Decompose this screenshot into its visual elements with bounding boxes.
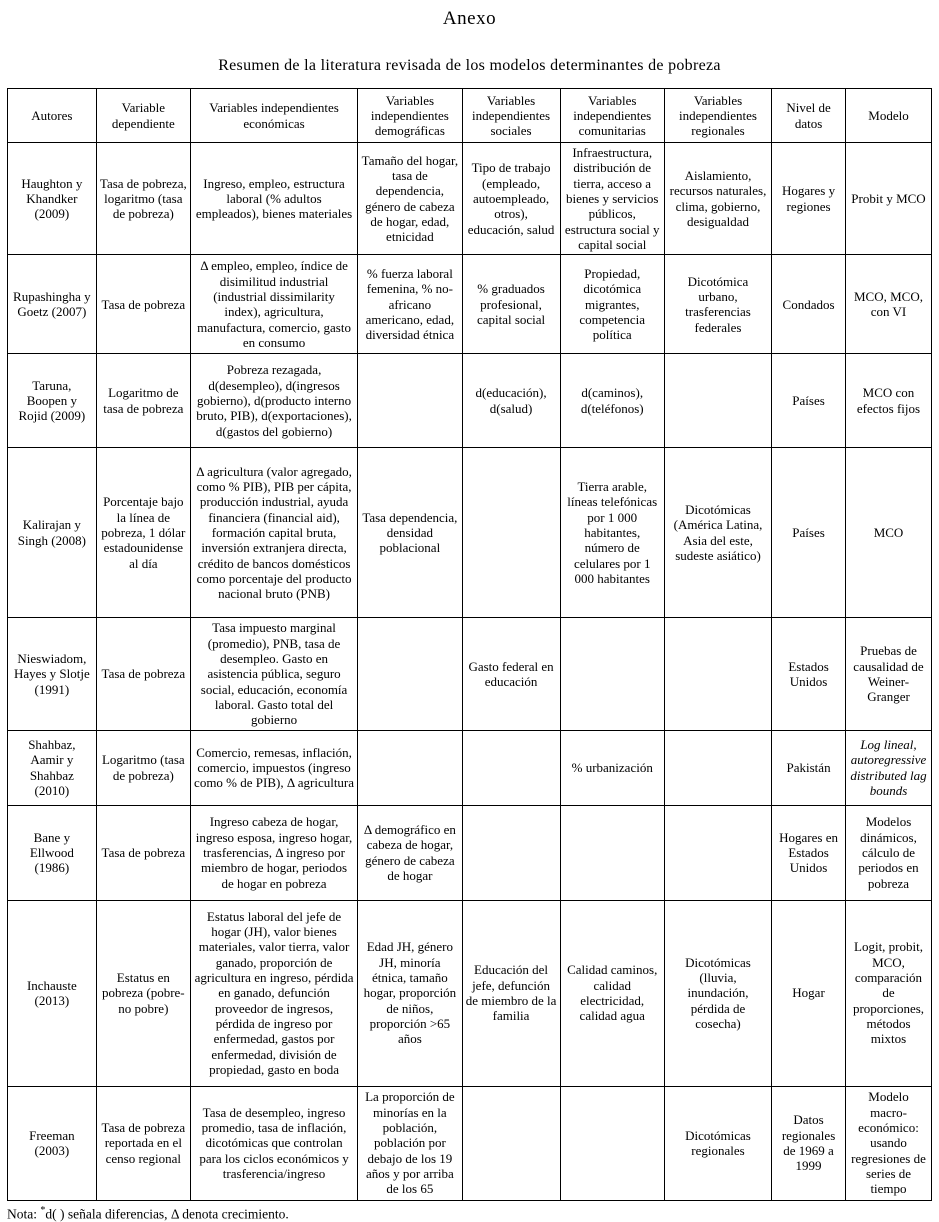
cell-variable-dependiente: Estatus en pobreza (pobre-no pobre)	[96, 900, 190, 1086]
cell-variables-economicas: Ingreso, empleo, estructura laboral (% adultos empleados), bienes materiales	[190, 143, 357, 255]
table-row	[8, 618, 932, 730]
cell-variables-regionales: Aislamiento, recursos naturales, clima, gobierno, desigualdad	[664, 143, 771, 255]
cell-variables-sociales: d(educación), d(salud)	[462, 354, 560, 448]
cell-modelo: Logit, probit, MCO, comparación de proporciones, métodos mixtos	[846, 900, 932, 1086]
cell-variables-regionales: Dicotómicas (América Latina, Asia del este, sudeste asiático)	[664, 448, 771, 618]
cell-nivel-de-datos: Hogar	[772, 900, 846, 1086]
footnote-asterisk: *	[40, 1204, 46, 1216]
cell-autores: Shahbaz, Aamir y Shahbaz (2010)	[8, 730, 97, 805]
cell-variables-economicas: Δ agricultura (valor agregado, como % PIB), PIB per cápita, producción industrial, ayuda financiera (financial aid), formación capital bruta, inversión extranjera directa, crédito de bancos domésticos como porcentaje del producto nacional bruto (PNB)	[190, 448, 357, 618]
table-row	[8, 255, 932, 354]
table-row	[8, 900, 932, 1086]
cell-variables-economicas: Comercio, remesas, inflación, comercio, impuestos (ingreso como % de PIB), Δ agricultura	[190, 730, 357, 805]
cell-variable-dependiente: Logaritmo de tasa de pobreza	[96, 354, 190, 448]
column-header-variables-regionales: Variables independientes regionales	[664, 89, 771, 143]
cell-variable-dependiente: Logaritmo (tasa de pobreza)	[96, 730, 190, 805]
cell-variable-dependiente: Tasa de pobreza, logaritmo (tasa de pobreza)	[96, 143, 190, 255]
cell-variables-economicas: Δ empleo, empleo, índice de disimilitud industrial (industrial dissimilarity index), agricultura, manufactura, comercio, gasto en consumo	[190, 255, 357, 354]
cell-variables-economicas: Pobreza rezagada, d(desempleo), d(ingresos gobierno), d(producto interno bruto, PIB), d(exportaciones), d(gastos del gobierno)	[190, 354, 357, 448]
cell-variables-comunitarias: Propiedad, dicotómica migrantes, competencia política	[560, 255, 664, 354]
cell-modelo: Modelos dinámicos, cálculo de periodos en pobreza	[846, 805, 932, 900]
cell-variable-dependiente: Tasa de pobreza	[96, 618, 190, 730]
footnote-text: d( ) señala diferencias, Δ denota crecimiento.	[45, 1206, 289, 1222]
cell-autores: Haughton y Khandker (2009)	[8, 143, 97, 255]
cell-variables-comunitarias: Tierra arable, líneas telefónicas por 1 000 habitantes, número de celulares por 1 000 habitantes	[560, 448, 664, 618]
table-row	[8, 730, 932, 805]
table-row	[8, 143, 932, 255]
table-body	[8, 143, 932, 1201]
cell-variables-demograficas: La proporción de minorías en la población, población por debajo de los 19 años y por arriba de los 65	[358, 1086, 462, 1200]
cell-variables-regionales: Dicotómicas regionales	[664, 1086, 771, 1200]
literature-table	[7, 88, 932, 1201]
cell-autores: Kalirajan y Singh (2008)	[8, 448, 97, 618]
footnote	[7, 1205, 939, 1222]
cell-variables-economicas: Tasa de desempleo, ingreso promedio, tasa de inflación, dicotómicas que controlan para los ciclos económicos y trasferencia/ingreso	[190, 1086, 357, 1200]
column-header-variable-dependiente: Variable dependiente	[96, 89, 190, 143]
cell-modelo: Probit y MCO	[846, 143, 932, 255]
table-row	[8, 805, 932, 900]
cell-variables-comunitarias	[560, 805, 664, 900]
column-header-variables-comunitarias: Variables independientes comunitarias	[560, 89, 664, 143]
cell-variables-comunitarias	[560, 618, 664, 730]
table-header	[8, 89, 932, 143]
table-row	[8, 354, 932, 448]
cell-variables-regionales	[664, 354, 771, 448]
table-row	[8, 448, 932, 618]
cell-autores: Bane y Ellwood (1986)	[8, 805, 97, 900]
cell-nivel-de-datos: Estados Unidos	[772, 618, 846, 730]
cell-variables-demograficas: Δ demográfico en cabeza de hogar, género de cabeza de hogar	[358, 805, 462, 900]
cell-variable-dependiente: Tasa de pobreza	[96, 805, 190, 900]
table-caption: Resumen de la literatura revisada de los modelos determinantes de pobreza	[218, 57, 721, 74]
cell-nivel-de-datos: Países	[772, 448, 846, 618]
cell-variables-regionales: Dicotómica urbano, trasferencias federales	[664, 255, 771, 354]
cell-variables-regionales	[664, 618, 771, 730]
header-row	[8, 89, 932, 143]
cell-variable-dependiente: Porcentaje bajo la línea de pobreza, 1 dólar estadounidense al día	[96, 448, 190, 618]
cell-variables-demograficas: Tamaño del hogar, tasa de dependencia, género de cabeza de hogar, edad, etnicidad	[358, 143, 462, 255]
cell-modelo: Log lineal, autoregressive distributed lag bounds	[846, 730, 932, 805]
cell-nivel-de-datos: Pakistán	[772, 730, 846, 805]
cell-variables-demograficas	[358, 354, 462, 448]
cell-variables-regionales: Dicotómicas (lluvia, inundación, pérdida de cosecha)	[664, 900, 771, 1086]
table-row	[8, 1086, 932, 1200]
cell-nivel-de-datos: Hogares y regiones	[772, 143, 846, 255]
cell-autores: Rupashingha y Goetz (2007)	[8, 255, 97, 354]
cell-variables-sociales: Tipo de trabajo (empleado, autoempleado, otros), educación, salud	[462, 143, 560, 255]
cell-variables-sociales	[462, 1086, 560, 1200]
cell-variables-demograficas: Tasa dependencia, densidad poblacional	[358, 448, 462, 618]
cell-autores: Inchauste (2013)	[8, 900, 97, 1086]
cell-nivel-de-datos: Hogares en Estados Unidos	[772, 805, 846, 900]
cell-nivel-de-datos: Datos regionales de 1969 a 1999	[772, 1086, 846, 1200]
cell-variables-demograficas: % fuerza laboral femenina, % no-africano americano, edad, diversidad étnica	[358, 255, 462, 354]
cell-variables-comunitarias	[560, 1086, 664, 1200]
column-header-variables-sociales: Variables independientes sociales	[462, 89, 560, 143]
cell-autores: Taruna, Boopen y Rojid (2009)	[8, 354, 97, 448]
cell-variables-economicas: Tasa impuesto marginal (promedio), PNB, tasa de desempleo. Gasto en asistencia pública, seguro social, educación, economía laboral. Gasto total del gobierno	[190, 618, 357, 730]
cell-modelo: Modelo macro-económico: usando regresiones de series de tiempo	[846, 1086, 932, 1200]
cell-modelo: MCO	[846, 448, 932, 618]
cell-variables-comunitarias: Calidad caminos, calidad electricidad, calidad agua	[560, 900, 664, 1086]
cell-variables-demograficas: Edad JH, género JH, minoría étnica, tamaño hogar, proporción de niños, proporción >65 años	[358, 900, 462, 1086]
cell-autores: Nieswiadom, Hayes y Slotje (1991)	[8, 618, 97, 730]
cell-nivel-de-datos: Condados	[772, 255, 846, 354]
cell-variables-sociales	[462, 448, 560, 618]
cell-variable-dependiente: Tasa de pobreza	[96, 255, 190, 354]
cell-variables-comunitarias: d(caminos), d(teléfonos)	[560, 354, 664, 448]
cell-modelo: MCO, MCO, con VI	[846, 255, 932, 354]
column-header-autores: Autores	[8, 89, 97, 143]
cell-nivel-de-datos: Países	[772, 354, 846, 448]
cell-variables-demograficas	[358, 730, 462, 805]
column-header-variables-economicas: Variables independientes económicas	[190, 89, 357, 143]
cell-variables-regionales	[664, 805, 771, 900]
cell-modelo: MCO con efectos fijos	[846, 354, 932, 448]
cell-variables-economicas: Ingreso cabeza de hogar, ingreso esposa, ingreso hogar, trasferencias, Δ ingreso por miembro de hogar, periodos de hogar en pobreza	[190, 805, 357, 900]
column-header-modelo: Modelo	[846, 89, 932, 143]
cell-variables-sociales	[462, 730, 560, 805]
cell-variables-sociales: Educación del jefe, defunción de miembro de la familia	[462, 900, 560, 1086]
cell-variables-comunitarias: Infraestructura, distribución de tierra, acceso a bienes y servicios públicos, estructura social y capital social	[560, 143, 664, 255]
cell-variables-sociales	[462, 805, 560, 900]
footnote-prefix: Nota:	[7, 1206, 41, 1222]
cell-variables-economicas: Estatus laboral del jefe de hogar (JH), valor bienes materiales, valor tierra, valor ganado, proporción de agricultura en ingreso, pérdida en ganado, defunción proveedor de ingresos, pérdida de ingreso por enfermedad, gastos por enfermedad, división de propiedad, gasto en boda	[190, 900, 357, 1086]
column-header-nivel-de-datos: Nivel de datos	[772, 89, 846, 143]
cell-variables-comunitarias: % urbanización	[560, 730, 664, 805]
cell-variables-regionales	[664, 730, 771, 805]
column-header-variables-demograficas: Variables independientes demográficas	[358, 89, 462, 143]
cell-variables-demograficas	[358, 618, 462, 730]
cell-variables-sociales: Gasto federal en educación	[462, 618, 560, 730]
cell-variable-dependiente: Tasa de pobreza reportada en el censo regional	[96, 1086, 190, 1200]
cell-modelo: Pruebas de causalidad de Weiner-Granger	[846, 618, 932, 730]
cell-autores: Freeman (2003)	[8, 1086, 97, 1200]
cell-variables-sociales: % graduados profesional, capital social	[462, 255, 560, 354]
page-title: Anexo	[442, 8, 497, 29]
